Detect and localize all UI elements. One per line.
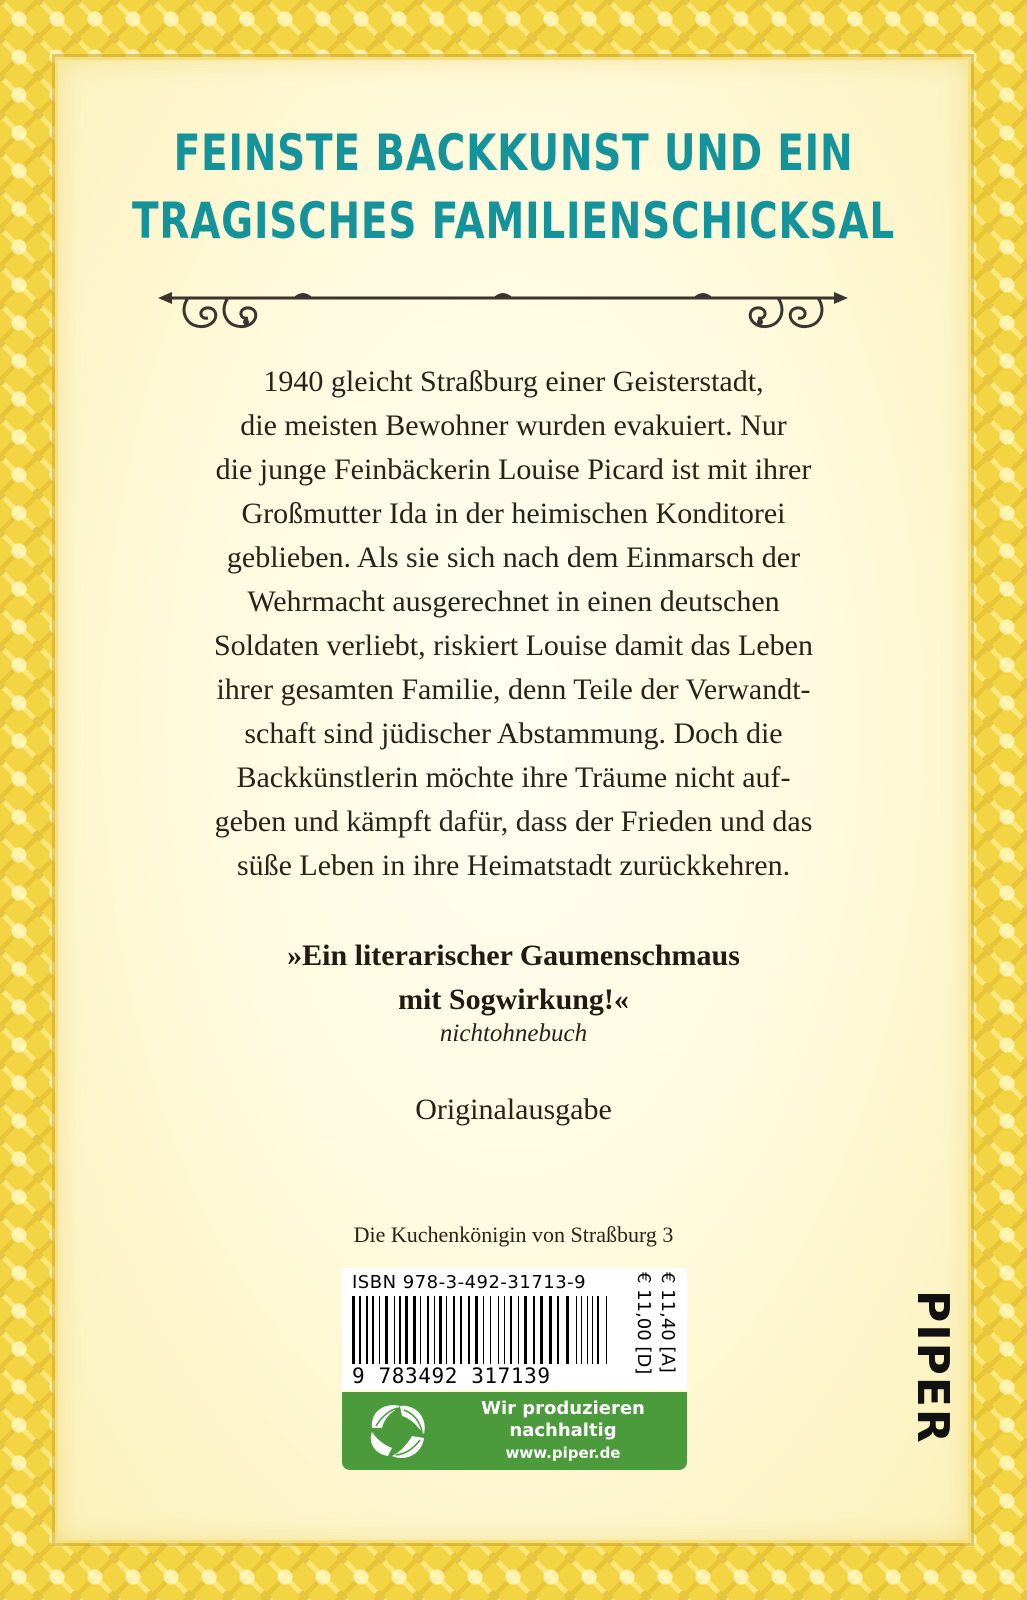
barcode-bar bbox=[592, 1296, 593, 1364]
blurb-line: die meisten Bewohner wurden evakuiert. Nur bbox=[240, 409, 787, 442]
barcode-bar bbox=[597, 1296, 599, 1364]
barcode-bar bbox=[460, 1296, 462, 1364]
barcode-bar bbox=[576, 1296, 577, 1364]
price-block bbox=[624, 1272, 682, 1384]
barcode-bar bbox=[504, 1296, 505, 1364]
barcode-bar bbox=[533, 1296, 535, 1364]
barcode-bar bbox=[359, 1296, 361, 1364]
barcode-bar bbox=[413, 1296, 416, 1364]
blurb-line: süße Leben in ihre Heimatstadt zurückkehren. bbox=[236, 849, 791, 882]
barcode-bar bbox=[446, 1296, 447, 1364]
eco-line-2: nachhaltig bbox=[509, 1420, 617, 1441]
barcode-bars bbox=[352, 1296, 614, 1364]
edition-label: Originalausgabe bbox=[415, 1093, 612, 1126]
barcode-bar bbox=[510, 1296, 512, 1364]
barcode-bar bbox=[490, 1296, 491, 1364]
publisher-url[interactable]: www.piper.de bbox=[505, 1444, 621, 1462]
blurb-line: Großmutter Ida in der heimischen Konditorei bbox=[241, 497, 786, 530]
barcode-bar bbox=[439, 1296, 442, 1364]
blurb-line: geblieben. Als sie sich nach dem Einmarsch der bbox=[226, 541, 801, 574]
barcode-bar bbox=[606, 1296, 607, 1364]
barcode-bar bbox=[587, 1296, 588, 1364]
price-germany: € 11,00 [D] bbox=[633, 1272, 654, 1375]
barcode-bar bbox=[394, 1296, 395, 1364]
blurb-text bbox=[120, 360, 907, 888]
barcode-bar bbox=[434, 1296, 435, 1364]
blurb-line: 1940 gleicht Straßburg einer Geisterstadt, bbox=[263, 365, 764, 398]
barcode-bar bbox=[524, 1296, 527, 1364]
sustainability-badge bbox=[342, 1392, 687, 1470]
blurb-line: geben und kämpft dafür, dass der Frieden und das bbox=[214, 805, 813, 838]
recycle-leaves-icon bbox=[364, 1398, 434, 1464]
blurb-line: Wehrmacht ausgerechnet in einen deutschen bbox=[247, 585, 780, 618]
barcode-bar bbox=[468, 1296, 470, 1364]
blurb-line: Backkünstlerin möchte ihre Träume nicht auf- bbox=[236, 761, 791, 794]
barcode-bar bbox=[540, 1296, 543, 1364]
blurb-line: Soldaten verliebt, riskiert Louise damit das Leben bbox=[213, 629, 813, 662]
sustainability-text bbox=[444, 1398, 682, 1464]
barcode-bar bbox=[366, 1296, 368, 1364]
barcode-bar bbox=[372, 1296, 374, 1364]
isbn-text: ISBN 978-3-492-31713-9 bbox=[352, 1272, 587, 1293]
barcode-bar bbox=[483, 1296, 484, 1364]
headline-line-2: TRAGISCHES FAMILIENSCHICKSAL bbox=[132, 191, 895, 250]
barcode-bar bbox=[498, 1296, 499, 1364]
quote-source: nichtohnebuch bbox=[439, 1020, 588, 1047]
barcode-bar bbox=[352, 1296, 355, 1364]
blurb-line: ihrer gesamten Familie, denn Teile der Verwandt- bbox=[216, 673, 811, 706]
barcode-bar bbox=[549, 1296, 552, 1364]
eco-line-1: Wir produzieren bbox=[481, 1398, 645, 1419]
quote-line-1: »Ein literarischer Gaumenschmaus bbox=[287, 939, 740, 972]
publisher-logo: PIPER bbox=[907, 1290, 958, 1445]
quote-line-2: mit Sogwirkung!« bbox=[398, 983, 629, 1016]
barcode-digits: 9 783492 317139 bbox=[352, 1364, 551, 1388]
barcode-bar bbox=[399, 1296, 401, 1364]
headline-line-1: FEINSTE BACKKUNST UND EIN bbox=[173, 124, 854, 182]
barcode-bar bbox=[453, 1296, 455, 1364]
barcode-bar bbox=[566, 1296, 569, 1364]
barcode-bar bbox=[379, 1296, 380, 1364]
barcode-bar bbox=[385, 1296, 388, 1364]
barcode-bar bbox=[427, 1296, 429, 1364]
barcode-bar bbox=[475, 1296, 478, 1364]
headline bbox=[113, 120, 914, 255]
series-title: Die Kuchenkönigin von Straßburg 3 bbox=[353, 1222, 674, 1247]
blurb-line: schaft sind jüdischer Abstammung. Doch die bbox=[244, 717, 783, 750]
barcode-bar bbox=[405, 1296, 408, 1364]
blurb-line: die junge Feinbäckerin Louise Picard ist mit ihrer bbox=[215, 453, 812, 486]
review-quote bbox=[0, 934, 1027, 1022]
barcode-bar bbox=[581, 1296, 582, 1364]
barcode-bar bbox=[420, 1296, 421, 1364]
decorative-divider-ornament bbox=[158, 282, 848, 342]
barcode-bar bbox=[557, 1296, 559, 1364]
barcode-label bbox=[342, 1268, 687, 1390]
barcode-bar bbox=[518, 1296, 519, 1364]
price-austria: € 11,40 [A] bbox=[657, 1272, 678, 1373]
